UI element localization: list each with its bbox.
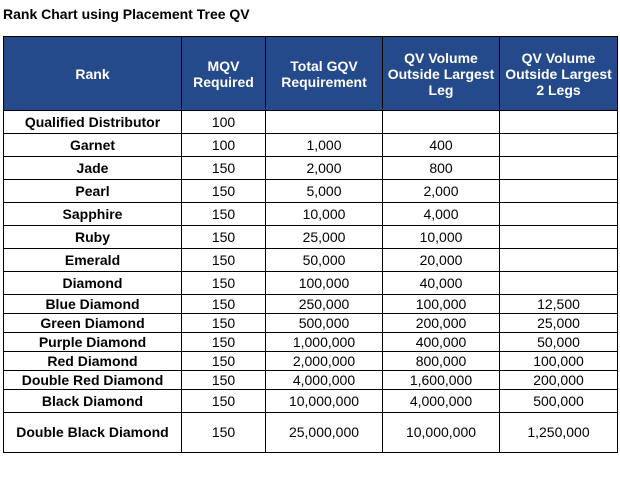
column-header-mqv: MQV Required bbox=[182, 37, 266, 111]
outside-leg-cell: 400 bbox=[383, 134, 500, 157]
outside-2-legs-cell: 12,500 bbox=[500, 295, 618, 314]
gqv-cell: 25,000 bbox=[266, 226, 383, 249]
table-row bbox=[4, 352, 618, 371]
gqv-cell: 1,000,000 bbox=[266, 333, 383, 352]
rank-cell: Garnet bbox=[4, 134, 182, 157]
outside-2-legs-cell bbox=[500, 134, 618, 157]
rank-cell: Green Diamond bbox=[4, 314, 182, 333]
mqv-cell: 150 bbox=[182, 390, 266, 413]
outside-2-legs-cell bbox=[500, 249, 618, 272]
mqv-cell: 150 bbox=[182, 352, 266, 371]
outside-2-legs-cell bbox=[500, 226, 618, 249]
mqv-cell: 100 bbox=[182, 111, 266, 134]
outside-leg-cell: 100,000 bbox=[383, 295, 500, 314]
gqv-cell: 25,000,000 bbox=[266, 413, 383, 453]
mqv-cell: 100 bbox=[182, 134, 266, 157]
outside-2-legs-cell: 500,000 bbox=[500, 390, 618, 413]
outside-2-legs-cell bbox=[500, 203, 618, 226]
rank-cell: Qualified Distributor bbox=[4, 111, 182, 134]
gqv-cell: 2,000,000 bbox=[266, 352, 383, 371]
outside-leg-cell: 4,000,000 bbox=[383, 390, 500, 413]
outside-leg-cell: 4,000 bbox=[383, 203, 500, 226]
mqv-cell: 150 bbox=[182, 226, 266, 249]
rank-cell: Black Diamond bbox=[4, 390, 182, 413]
outside-2-legs-cell: 50,000 bbox=[500, 333, 618, 352]
gqv-cell: 100,000 bbox=[266, 272, 383, 295]
outside-2-legs-cell: 200,000 bbox=[500, 371, 618, 390]
table-row bbox=[4, 203, 618, 226]
gqv-cell: 2,000 bbox=[266, 157, 383, 180]
outside-leg-cell bbox=[383, 111, 500, 134]
rank-cell: Diamond bbox=[4, 272, 182, 295]
rank-chart-table bbox=[3, 36, 618, 453]
table-row bbox=[4, 314, 618, 333]
table-row bbox=[4, 134, 618, 157]
rank-cell: Jade bbox=[4, 157, 182, 180]
mqv-cell: 150 bbox=[182, 371, 266, 390]
gqv-cell: 1,000 bbox=[266, 134, 383, 157]
table-row bbox=[4, 111, 618, 134]
outside-2-legs-cell: 100,000 bbox=[500, 352, 618, 371]
table-row bbox=[4, 390, 618, 413]
rank-cell: Purple Diamond bbox=[4, 333, 182, 352]
mqv-cell: 150 bbox=[182, 249, 266, 272]
gqv-cell: 50,000 bbox=[266, 249, 383, 272]
mqv-cell: 150 bbox=[182, 203, 266, 226]
rank-cell: Double Black Diamond bbox=[4, 413, 182, 453]
outside-leg-cell: 10,000,000 bbox=[383, 413, 500, 453]
outside-leg-cell: 40,000 bbox=[383, 272, 500, 295]
table-row bbox=[4, 180, 618, 203]
outside-2-legs-cell bbox=[500, 111, 618, 134]
rank-cell: Red Diamond bbox=[4, 352, 182, 371]
rank-cell: Double Red Diamond bbox=[4, 371, 182, 390]
table-row bbox=[4, 272, 618, 295]
table-row bbox=[4, 157, 618, 180]
gqv-cell: 5,000 bbox=[266, 180, 383, 203]
gqv-cell: 250,000 bbox=[266, 295, 383, 314]
column-header-gqv: Total GQV Requirement bbox=[266, 37, 383, 111]
rank-cell: Pearl bbox=[4, 180, 182, 203]
rank-cell: Sapphire bbox=[4, 203, 182, 226]
table-row bbox=[4, 371, 618, 390]
outside-leg-cell: 400,000 bbox=[383, 333, 500, 352]
outside-2-legs-cell bbox=[500, 180, 618, 203]
outside-leg-cell: 800,000 bbox=[383, 352, 500, 371]
rank-cell: Blue Diamond bbox=[4, 295, 182, 314]
rank-cell: Emerald bbox=[4, 249, 182, 272]
outside-leg-cell: 800 bbox=[383, 157, 500, 180]
outside-2-legs-cell: 25,000 bbox=[500, 314, 618, 333]
mqv-cell: 150 bbox=[182, 272, 266, 295]
mqv-cell: 150 bbox=[182, 180, 266, 203]
column-header-outside-leg: QV Volume Outside Largest Leg bbox=[383, 37, 500, 111]
table-row bbox=[4, 249, 618, 272]
mqv-cell: 150 bbox=[182, 413, 266, 453]
outside-leg-cell: 2,000 bbox=[383, 180, 500, 203]
mqv-cell: 150 bbox=[182, 157, 266, 180]
outside-leg-cell: 20,000 bbox=[383, 249, 500, 272]
outside-2-legs-cell bbox=[500, 157, 618, 180]
table-header-row bbox=[4, 37, 618, 111]
mqv-cell: 150 bbox=[182, 314, 266, 333]
gqv-cell: 500,000 bbox=[266, 314, 383, 333]
table-row bbox=[4, 295, 618, 314]
outside-leg-cell: 1,600,000 bbox=[383, 371, 500, 390]
column-header-rank: Rank bbox=[4, 37, 182, 111]
gqv-cell: 10,000 bbox=[266, 203, 383, 226]
gqv-cell: 4,000,000 bbox=[266, 371, 383, 390]
table-row bbox=[4, 413, 618, 453]
outside-leg-cell: 200,000 bbox=[383, 314, 500, 333]
table-row bbox=[4, 226, 618, 249]
mqv-cell: 150 bbox=[182, 333, 266, 352]
gqv-cell bbox=[266, 111, 383, 134]
page-title: Rank Chart using Placement Tree QV bbox=[3, 6, 250, 22]
outside-2-legs-cell: 1,250,000 bbox=[500, 413, 618, 453]
column-header-outside-2-legs: QV Volume Outside Largest 2 Legs bbox=[500, 37, 618, 111]
rank-cell: Ruby bbox=[4, 226, 182, 249]
gqv-cell: 10,000,000 bbox=[266, 390, 383, 413]
outside-leg-cell: 10,000 bbox=[383, 226, 500, 249]
mqv-cell: 150 bbox=[182, 295, 266, 314]
table-row bbox=[4, 333, 618, 352]
outside-2-legs-cell bbox=[500, 272, 618, 295]
